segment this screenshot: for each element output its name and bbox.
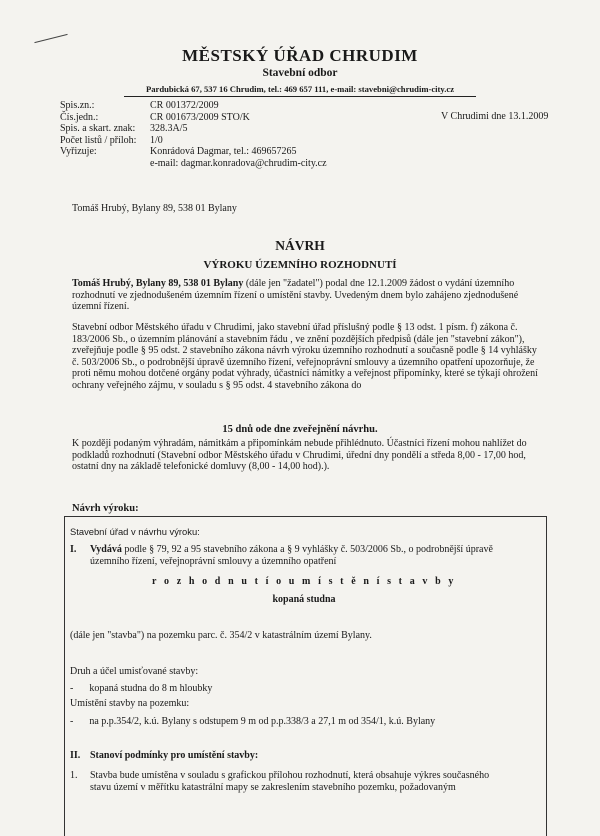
- applicant-name: Tomáš Hrubý, Bylany 89, 538 01 Bylany: [72, 278, 244, 289]
- condition-one-line2: stavu území v měřítku katastrální mapy se zakreslením stavebního pozemku, požadovaným: [90, 782, 456, 793]
- reference-value: Konrádová Dagmar, tel.: 469657265: [150, 146, 297, 157]
- purpose-label: Druh a účel umisťované stavby:: [70, 666, 199, 677]
- reference-value: CR 001673/2009 STO/K: [150, 111, 250, 123]
- placement-label: Umístění stavby na pozemku:: [70, 698, 190, 709]
- decision-title: r o z h o d n u t í o u m í s t ě n í s t a v b y: [152, 576, 456, 587]
- section-one-continuation: územního řízení, veřejnoprávní smlouvy a územního opatření: [90, 556, 337, 567]
- deadline-notice: 15 dnů ode dne zveřejnění návrhu.: [222, 424, 378, 435]
- inspection-paragraph: K později podaným výhradám, námitkám a připomínkám nebude přihlédnuto. Účastníci řízení mohou nahlížet do podkladů rozhodnutí (Stavební odbor Městského úřadu v Chrudimi, úřední dny pondělí a středa 8,00 - 17,00 hod, ostatní dny na základě telefonické domluvy (8,00 - 14,00 hod).).: [72, 438, 527, 472]
- placement-item: [70, 716, 435, 729]
- section-one-lead: Vydává: [90, 544, 122, 555]
- section-two-title: Stanoví podmínky pro umístění stavby:: [90, 750, 259, 761]
- reference-value: CR 001372/2009: [150, 100, 219, 111]
- section-one-numeral: I.: [70, 544, 77, 555]
- reference-label: Čís.jedn.:: [60, 111, 99, 123]
- reference-label: Počet listů / příloh:: [60, 134, 137, 146]
- condition-one: [70, 770, 489, 783]
- notice-paragraph: Stavební odbor Městského úřadu v Chrudimi, jako stavební úřad příslušný podle § 13 odst. 1 písm. f) zákona č. 183/2006 Sb., o územním plánování a stavebním řádu , ve znění pozdějších předpisů (dále jen "stavební zákon"), zveřejňuje podle § 95 odst. 2 stavebního zákona návrh výroku územního rozhodnutí a současně podle § 14 vyhlášky č. 503/2006 Sb., o podrobnější úpravě územního řízení, veřejnoprávní smlouvy a územního opatření upozorňuje, že proti němu mohou dotčené orgány podat výhrady, účastníci námitky a veřejnost připomínky, které se týkají ohrožení ochrany veřejného zájmu, v souladu s § 95 odst. 4 stavebního zákona do: [72, 322, 538, 391]
- reference-label: Spis. a skart. znak:: [60, 123, 136, 134]
- reference-value: e-mail: dagmar.konradova@chrudim-city.cz: [150, 157, 327, 169]
- section-two-line: [70, 750, 258, 763]
- reference-row: [60, 123, 327, 135]
- reference-label: Spis.zn.:: [60, 100, 95, 111]
- purpose-item-text: kopaná studna do 8 m hloubky: [89, 683, 213, 694]
- section-two-numeral: II.: [70, 750, 81, 761]
- office-address: Pardubická 67, 537 16 Chrudim, tel.: 469 657 111, e-mail: stavebni@chrudim-city.cz: [145, 84, 455, 94]
- intro-paragraph: [72, 278, 522, 313]
- reference-row: [60, 135, 327, 147]
- proposal-label: Návrh výroku:: [72, 503, 139, 514]
- reference-table: [60, 100, 327, 169]
- department-name: Stavební odbor: [262, 67, 338, 79]
- pen-mark: [34, 34, 67, 43]
- purpose-item: [70, 683, 212, 696]
- reference-value: 1/0: [150, 134, 163, 146]
- reference-value: 328.3A/5: [150, 123, 188, 134]
- document-heading: NÁVRH: [275, 238, 325, 253]
- reference-row: [60, 112, 327, 124]
- reference-label: [60, 158, 150, 170]
- condition-one-line1: Stavba bude umístěna v souladu s grafickou přílohou rozhodnutí, která obsahuje výkres současného: [90, 770, 490, 781]
- bullet-dash: -: [70, 683, 74, 694]
- section-one-text: podle § 79, 92 a 95 stavebního zákona a § 9 vyhlášky č. 503/2006 Sb., o podrobnější úpravě: [121, 544, 493, 555]
- recipient-address: Tomáš Hrubý, Bylany 89, 538 01 Bylany: [72, 203, 237, 214]
- condition-one-number: 1.: [70, 770, 78, 781]
- reference-row: [60, 146, 327, 158]
- bullet-dash: -: [70, 716, 74, 727]
- intro-text: (dále jen "žadatel") podal dne 12.1.2009 žádost o vydání územního rozhodnutí ve zjednodušeném územním řízení o umístění stavby. Uvedeným dnem bylo zahájeno zjednodušené územní řízení.: [72, 278, 519, 312]
- authority-title: MĚSTSKÝ ÚŘAD CHRUDIM: [182, 46, 418, 65]
- reference-row: [60, 158, 327, 170]
- building-name: kopaná studna: [272, 594, 336, 605]
- document-subheading: VÝROKU ÚZEMNÍHO ROZHODNUTÍ: [203, 259, 397, 271]
- placement-item-text: na p.p.354/2, k.ú. Bylany s odstupem 9 m od p.p.338/3 a 27,1 m od 354/1, k.ú. Bylany: [89, 716, 436, 727]
- header-rule: [124, 96, 476, 97]
- location-text: (dále jen "stavba") na pozemku parc. č. 354/2 v katastrálním území Bylany.: [70, 630, 372, 641]
- section-one-line: [70, 544, 493, 557]
- place-date: V Chrudimi dne 13.1.2009: [441, 111, 549, 122]
- reference-row: [60, 100, 327, 112]
- reference-label: Vyřizuje:: [60, 146, 97, 157]
- box-intro: Stavební úřad v návrhu výroku:: [70, 526, 200, 537]
